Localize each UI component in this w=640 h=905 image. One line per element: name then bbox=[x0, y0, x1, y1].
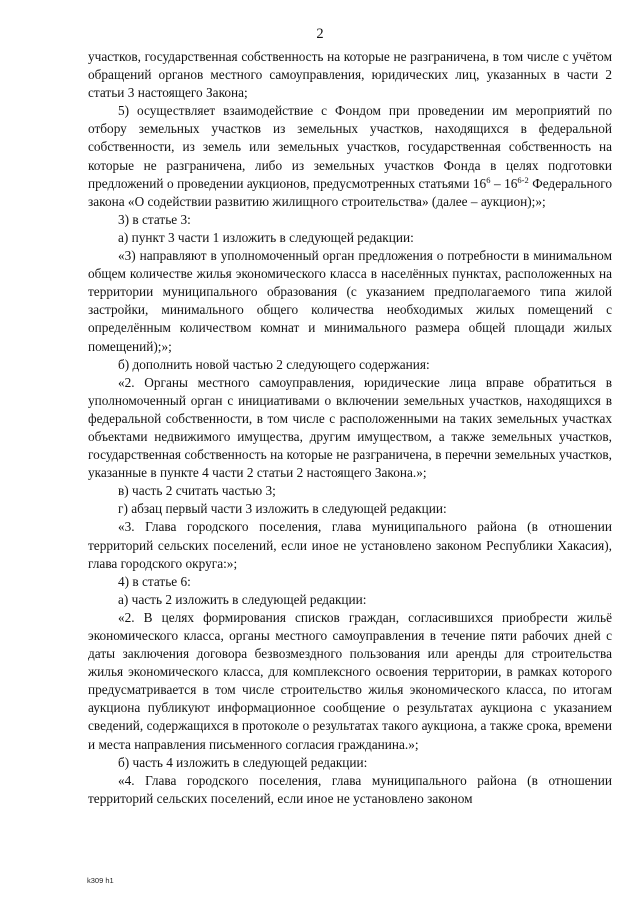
paragraph-article-6: 4) в статье 6: bbox=[118, 573, 191, 589]
paragraph-text: 5) осуществляет взаимодействие с Фондом при проведении им мероприятий по отбору земельных участков из земельных участков, находящихся в федеральной собственности, из земель или земельных участков, государственная собственность на которые не разграничена, либо из земельных участков Фонда в целях подготовки предложений о проведении аукционов, предусмотренных статьями 16 bbox=[88, 103, 612, 191]
paragraph-sub-a2: а) часть 2 изложить в следующей редакции: bbox=[118, 591, 367, 607]
paragraph-quote-2b: «2. В целях формирования списков граждан, согласившихся приобрести жильё экономического класса, органы местного самоуправления в течение пяти рабочих дней с даты заключения договора безвозмездного пользования или аренды для строительства жилья экономического класса, для комплексного освоения территории, в рамках которого предусматривается в том числе строительство жилья экономического класса, по итогам аукциона публикуют информационное сообщение о результатах аукциона с указанием сведений, содержащихся в протоколе о результатах такого аукциона, а также срока, времени и места направления письменного согласия гражданина.»; bbox=[88, 609, 612, 752]
document-body bbox=[88, 48, 612, 808]
paragraph-quote-3b: «3. Глава городского поселения, глава муниципального района (в отношении территорий сельских поселений, если иное не установлено законом Республики Хакасия), глава городского округа:»; bbox=[88, 519, 612, 571]
paragraph-sub-g: г) абзац первый части 3 изложить в следующей редакции: bbox=[118, 501, 447, 517]
paragraph-sub-b2: б) часть 4 изложить в следующей редакции: bbox=[118, 754, 368, 770]
superscript: 6 bbox=[486, 174, 491, 185]
page-number: 2 bbox=[316, 26, 324, 42]
superscript: 6-2 bbox=[517, 174, 529, 185]
footer-code: k309 h1 bbox=[87, 876, 114, 885]
paragraph-quote-2: «2. Органы местного самоуправления, юридические лица вправе обратиться в уполномоченный орган с инициативами о включении земельных участков, находящихся в федеральной собственности, в том числе с расположенными на таких земельных участках объектами недвижимого имущества, другим имуществом, а также земельных участков, государственная собственность на которые не разграничена, в перечни земельных участков, указанные в пункте 4 части 2 статьи 2 настоящего Закона.»; bbox=[88, 374, 612, 481]
paragraph-continuation: участков, государственная собственность на которые не разграничена, в том числе с учётом обращений органов местного самоуправления, юридических лиц, указанных в части 2 статьи 3 настоящего Закона; bbox=[88, 49, 612, 101]
paragraph-item-5 bbox=[88, 102, 612, 211]
paragraph-quote-3: «3) направляют в уполномоченный орган предложения о потребности в минимальном общем количестве жилья экономического класса в населённых пунктах, расположенных на территории муниципального образования (с указанием предполагаемого типа жилой застройки, минимального общего количества необходимых жилых помещений с определённым количеством комнат и минимального размера общей площади жилых помещений);»; bbox=[88, 248, 612, 354]
paragraph-text: – 16 bbox=[490, 175, 518, 191]
paragraph-quote-4: «4. Глава городского поселения, глава муниципального района (в отношении территорий сельских поселений, если иное не установлено законом bbox=[88, 772, 612, 806]
paragraph-sub-b: б) дополнить новой частью 2 следующего содержания: bbox=[118, 356, 430, 372]
paragraph-sub-v: в) часть 2 считать частью 3; bbox=[118, 483, 276, 499]
paragraph-sub-a: а) пункт 3 части 1 изложить в следующей редакции: bbox=[118, 229, 414, 245]
paragraph-article-3: 3) в статье 3: bbox=[118, 211, 191, 227]
paragraph-text: Федерального закона «О содействии развитию жилищного строительства» (далее – аукцион);»; bbox=[88, 175, 612, 209]
